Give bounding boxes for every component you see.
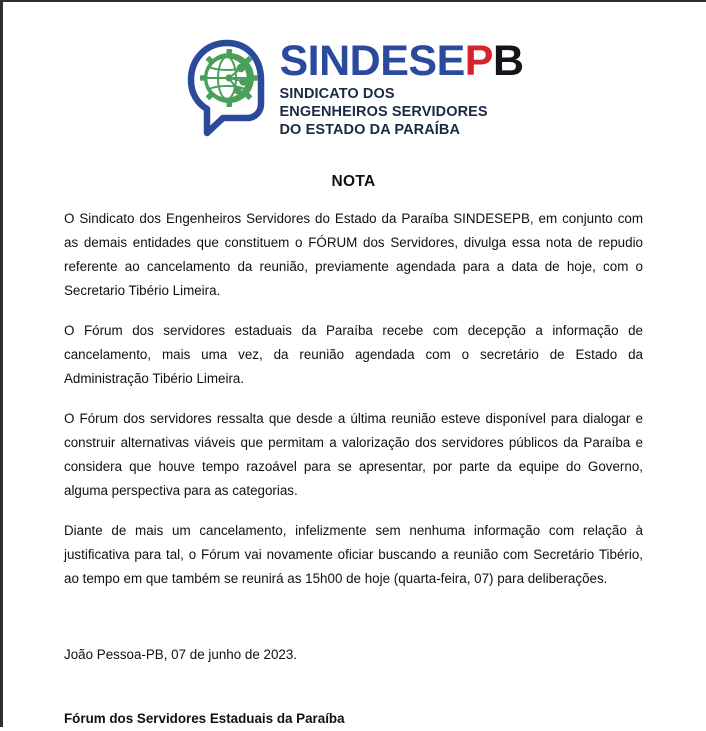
paragraph-4: Diante de mais um cancelamento, infelizmente sem nenhuma informação com relação à justificativa para tal, o Fórum vai novamente oficiar buscando a reunião com Secretário Tibério, ao tempo em que também se reunirá as 15h00 de hoje (quarta-feira, 07) para deliberações. [64, 523, 643, 587]
logo-wordmark-text [279, 37, 524, 85]
wordmark-part-b: B [492, 37, 524, 85]
document-body [3, 173, 706, 731]
logo-subtitle-line-1: SINDICATO DOS [279, 86, 395, 103]
sindesepb-globe-gear-emblem [185, 38, 269, 138]
paragraph-3: O Fórum dos servidores ressalta que desde a última reunião esteve disponível para dialogar e construir alternativas viáveis que permitam a valorização dos servidores públicos da Paraíba e considera que houve tempo razoável para se apresentar, por parte da equipe do Governo, alguma perspectiva para as categorias. [64, 411, 643, 499]
logo-wordmark [279, 38, 523, 139]
logo-subtitle-line-2: ENGENHEIROS SERVIDORES [279, 103, 488, 120]
wordmark-part-p: P [464, 37, 493, 85]
paragraph-2: O Fórum dos servidores estaduais da Paraíba recebe com decepção a informação de cancelamento, mais uma vez, da reunião agendada com o secretário de Estado da Administração Tibério Limeira. [64, 323, 643, 387]
spacer-above-signature [64, 667, 643, 707]
logo-subtitle [279, 86, 523, 139]
signature-line: Fórum dos Servidores Estaduais da Paraíba [64, 711, 345, 727]
paragraph-1: O Sindicato dos Engenheiros Servidores do Estado da Paraíba SINDESEPB, em conjunto com as demais entidades que constituem o FÓRUM dos Servidores, divulga essa nota de repudio referente ao cancelamento da reunião, previamente agendada para a data de hoje, com o Secretario Tibério Limeira. [64, 211, 643, 299]
logo-subtitle-line-3: DO ESTADO DA PARAÍBA [279, 121, 461, 138]
wordmark-part-sindese: SINDESE [279, 37, 465, 85]
document-title: NOTA [331, 173, 376, 191]
sindesepb-logo [185, 38, 523, 139]
date-line: João Pessoa-PB, 07 de junho de 2023. [64, 647, 298, 663]
spacer-above-date [64, 607, 643, 643]
letterhead [3, 2, 706, 145]
